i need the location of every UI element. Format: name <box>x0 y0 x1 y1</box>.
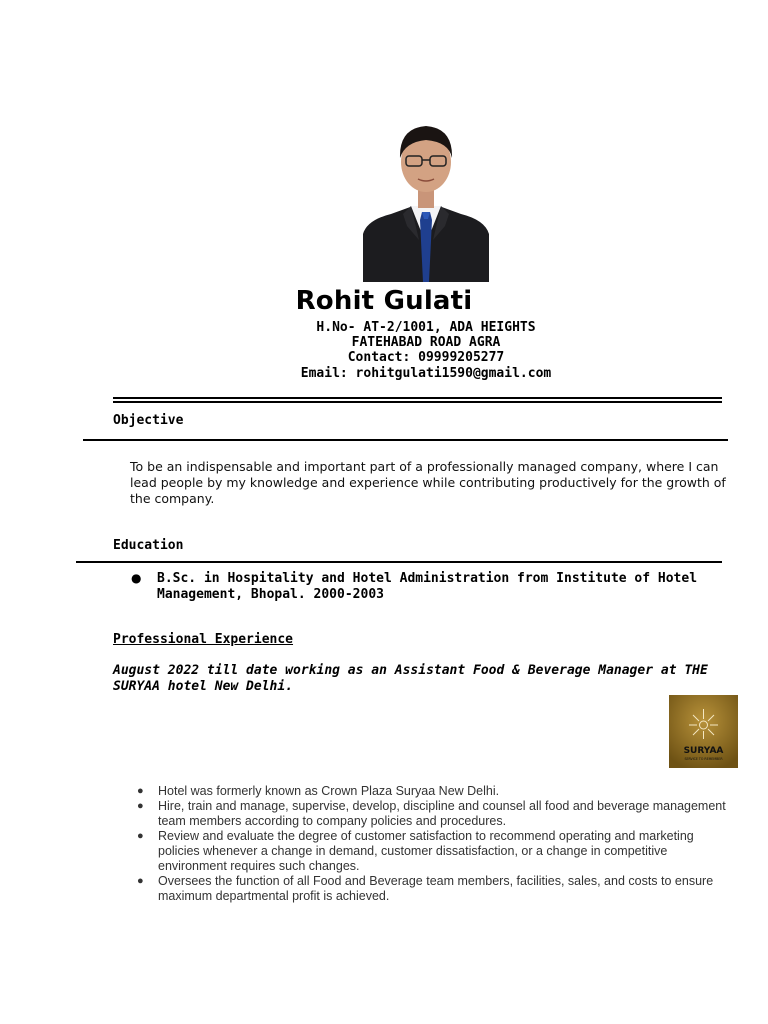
bullet-icon: ● <box>137 800 144 812</box>
responsibility-item <box>137 874 737 904</box>
header-divider-top <box>113 397 722 399</box>
bullet-icon: ● <box>131 571 142 585</box>
person-name: Rohit Gulati <box>295 286 473 316</box>
objective-text: To be an indispensable and important part of a professionally managed company, where I can lead people by my knowledge and experience while contributing productively for the growth of the company. <box>130 459 726 506</box>
responsibility-text: Oversees the function of all Food and Beverage team members, facilities, sales, and costs to ensure maximum departmental profit is achieved. <box>158 874 714 903</box>
contact-phone: Contact: 09999205277 <box>347 350 505 365</box>
suryaa-logo <box>669 695 738 768</box>
experience-position: August 2022 till date working as an Assistant Food & Beverage Manager at THE SURYAA hotel New Delhi. <box>113 663 708 694</box>
bullet-icon: ● <box>137 830 144 842</box>
bullet-icon: ● <box>137 785 144 797</box>
experience-heading: Professional Experience <box>113 632 294 647</box>
address-line-1: H.No- AT-2/1001, ADA HEIGHTS <box>316 320 536 335</box>
objective-divider <box>83 439 728 441</box>
education-divider <box>76 561 722 563</box>
header-divider-bottom <box>113 401 722 403</box>
education-item: B.Sc. in Hospitality and Hotel Administration from Institute of Hotel Management, Bhopal. 2000-2003 <box>157 571 698 602</box>
logo-text: SURYAA <box>683 746 724 756</box>
responsibility-text: Hire, train and manage, supervise, develop, discipline and counsel all food and beverage management team members according to company policies and procedures. <box>158 799 726 828</box>
bullet-icon: ● <box>137 875 144 887</box>
responsibility-item <box>137 784 737 799</box>
address-line-2: FATEHABAD ROAD AGRA <box>351 335 501 350</box>
responsibility-item <box>137 829 737 874</box>
profile-photo <box>363 122 489 282</box>
objective-heading: Objective <box>113 413 184 428</box>
responsibilities-list <box>137 784 737 904</box>
contact-email: Email: rohitgulati1590@gmail.com <box>300 366 552 381</box>
logo-tagline: SERVICE TO REMEMBER <box>684 757 723 761</box>
responsibility-text: Hotel was formerly known as Crown Plaza Suryaa New Delhi. <box>158 784 500 798</box>
responsibility-text: Review and evaluate the degree of customer satisfaction to recommend operating and marketing policies whenever a change in demand, customer dissatisfaction, or a change in competitive environment requires such changes. <box>158 829 694 873</box>
education-heading: Education <box>113 538 184 553</box>
responsibility-item <box>137 799 737 829</box>
